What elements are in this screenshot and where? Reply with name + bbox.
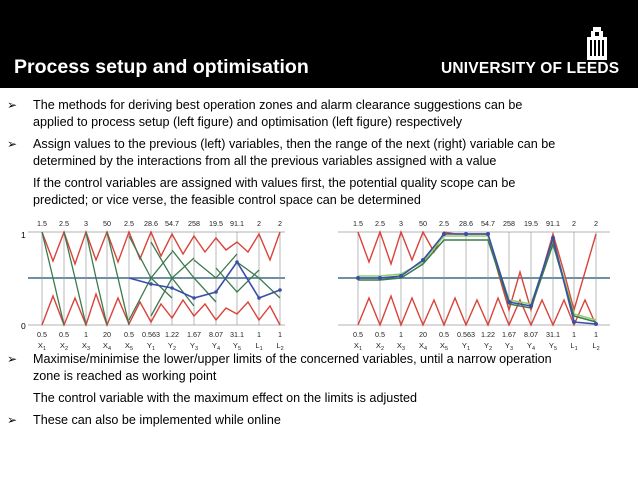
parallel-coordinates-figures [0,212,638,354]
right-top-tick-label-7: 54.7 [481,219,495,228]
right-top-tick-label-4: 50 [419,219,427,228]
left-variable-label-10: $Y_5$ [232,341,242,352]
left-top-tick-label-8: 258 [188,219,200,228]
university-name: UNIVERSITY OF LEEDS [441,60,620,77]
left-top-tick-label-11: 2 [257,219,261,228]
y-min-label: 0 [21,321,26,331]
left-variable-label-9: $Y_4$ [211,341,221,352]
right-variable-label-12: $L_2$ [592,341,600,352]
left-bottom-tick-labels [37,330,282,339]
right-bottom-tick-label-5: 0.5 [439,330,449,339]
right-top-tick-label-2: 2.5 [375,219,385,228]
arrow-bullet-icon: ➢ [7,137,18,151]
left-top-tick-label-7: 54.7 [165,219,179,228]
right-figure [338,219,610,352]
left-bottom-tick-label-3: 1 [84,330,88,339]
right-variable-label-1: $X_1$ [353,341,363,352]
left-variable-label-5: $X_5$ [124,341,134,352]
y-max-label: 1 [21,230,26,240]
right-top-tick-label-5: 2.5 [439,219,449,228]
right-bottom-tick-label-10: 31.1 [546,330,560,339]
left-variable-label-3: $X_3$ [81,341,91,352]
left-variable-label-1: $X_1$ [37,341,47,352]
right-bottom-tick-label-11: 1 [572,330,576,339]
bullet-text: zone is reached as working point [33,369,217,383]
right-bottom-tick-label-3: 1 [399,330,403,339]
left-variable-label-6: $Y_1$ [146,341,156,352]
bullet-text: Maximise/minimise the lower/upper limits of the concerned variables, until a narrow operation [33,352,552,366]
right-bottom-tick-label-12: 1 [594,330,598,339]
left-top-tick-label-12: 2 [278,219,282,228]
bullet-text: The methods for deriving best operation zones and alarm clearance suggestions can be [33,98,523,112]
left-variable-labels [38,341,284,352]
right-variable-label-3: $X_3$ [396,341,406,352]
right-bottom-tick-label-7: 1.22 [481,330,495,339]
bullet-text: Assign values to the previous (left) variables, then the range of the next (right) variable can be [33,137,556,151]
bullet-text: applied to process setup (left figure) and optimisation (left figure) respectively [33,115,463,129]
paragraph-text: predicted; or vice verse, the feasible control space can be determined [33,193,421,207]
arrow-bullet-icon: ➢ [7,413,18,427]
left-bottom-tick-label-12: 1 [278,330,282,339]
left-bottom-tick-label-11: 1 [257,330,261,339]
left-top-tick-label-9: 19.5 [209,219,223,228]
bullet-text: These can also be implemented while online [33,413,281,427]
left-bottom-tick-label-5: 0.5 [124,330,134,339]
left-variable-label-12: $L_2$ [276,341,284,352]
right-variable-label-5: $X_5$ [439,341,449,352]
right-variable-label-8: $Y_3$ [504,341,514,352]
right-variable-label-11: $L_1$ [570,341,578,352]
right-variable-label-10: $Y_5$ [548,341,558,352]
left-variable-label-11: $L_1$ [255,341,263,352]
arrow-bullet-icon: ➢ [7,98,18,112]
slide-title: Process setup and optimisation [14,56,309,78]
right-variable-labels [354,341,600,352]
left-figure [21,219,285,352]
right-top-tick-label-6: 28.6 [459,219,473,228]
left-bottom-tick-label-8: 1.67 [187,330,201,339]
right-bottom-tick-label-6: 0.563 [457,330,475,339]
paragraph-text: The control variable with the maximum effect on the limits is adjusted [33,391,418,405]
left-top-tick-label-6: 28.6 [144,219,158,228]
right-top-tick-label-9: 19.5 [524,219,538,228]
left-top-tick-label-2: 2.5 [59,219,69,228]
right-bottom-tick-label-4: 20 [419,330,427,339]
right-top-tick-label-12: 2 [594,219,598,228]
right-variable-label-9: $Y_4$ [526,341,536,352]
right-variable-label-4: $X_4$ [418,341,428,352]
left-bottom-tick-label-2: 0.5 [59,330,69,339]
right-top-tick-label-11: 2 [572,219,576,228]
left-variable-label-4: $X_4$ [102,341,112,352]
right-top-tick-label-8: 258 [503,219,515,228]
bullet-text: determined by the interactions from all the previous variables assigned with a value [33,154,497,168]
right-top-tick-label-1: 1.5 [353,219,363,228]
left-top-tick-label-10: 91.1 [230,219,244,228]
right-bottom-tick-label-2: 0.5 [375,330,385,339]
right-bottom-tick-labels [353,330,598,339]
right-top-tick-label-10: 91.1 [546,219,560,228]
left-variable-label-2: $X_2$ [59,341,69,352]
left-bottom-tick-label-4: 20 [103,330,111,339]
right-bottom-tick-label-8: 1.67 [502,330,516,339]
left-top-tick-label-4: 50 [103,219,111,228]
left-top-tick-labels [37,219,282,228]
left-top-tick-label-1: 1.5 [37,219,47,228]
right-top-tick-labels [353,219,598,228]
left-top-tick-label-3: 3 [84,219,88,228]
right-bottom-tick-label-1: 0.5 [353,330,363,339]
left-bottom-tick-label-1: 0.5 [37,330,47,339]
left-bottom-tick-label-9: 8.07 [209,330,223,339]
right-variable-label-2: $X_2$ [375,341,385,352]
right-variable-label-6: $Y_1$ [461,341,471,352]
left-bottom-tick-label-6: 0.563 [142,330,160,339]
left-top-tick-label-5: 2.5 [124,219,134,228]
paragraph-text: If the control variables are assigned with values first, the potential quality scope can be [33,176,516,190]
left-variable-label-8: $Y_3$ [189,341,199,352]
right-variable-label-7: $Y_2$ [483,341,493,352]
university-crest-icon [582,26,612,60]
left-bottom-tick-label-10: 31.1 [230,330,244,339]
right-bottom-tick-label-9: 8.07 [524,330,538,339]
left-variable-label-7: $Y_2$ [167,341,177,352]
left-bottom-tick-label-7: 1.22 [165,330,179,339]
title-bar [0,0,638,88]
arrow-bullet-icon: ➢ [7,352,18,366]
right-top-tick-label-3: 3 [399,219,403,228]
right-bottom-limit-lines [358,296,596,325]
